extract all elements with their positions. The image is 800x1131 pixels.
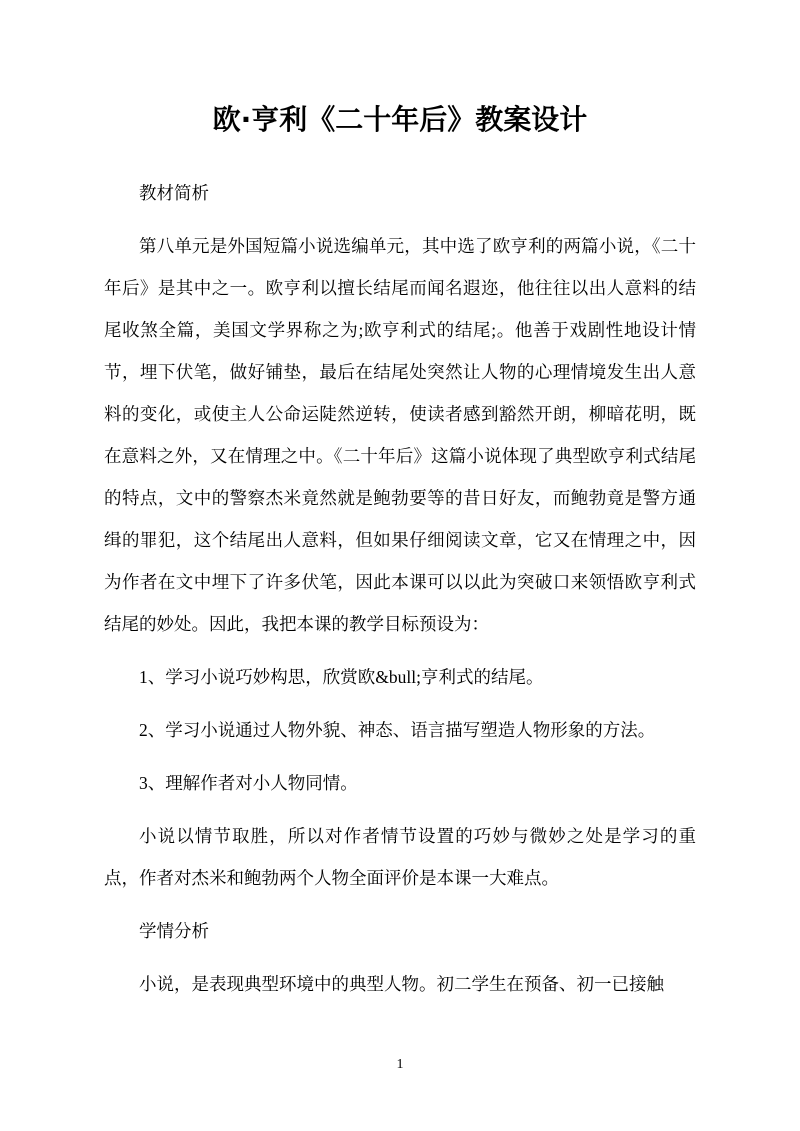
page-number: 1 [396, 1057, 404, 1072]
paragraph: 小说以情节取胜，所以对作者情节设置的巧妙与微妙之处是学习的重点，作者对杰米和鲍勃两个人物全面评价是本课一大难点。 [104, 826, 696, 888]
paragraph: 小说，是表现典型环境中的典型人物。初二学生在预备、初一已接触 [139, 974, 664, 994]
paragraph: 第八单元是外国短篇小说选编单元，其中选了欧亨利的两篇小说，《二十年后》是其中之一。欧亨利以擅长结尾而闻名遐迩，他往往以出人意料的结尾收煞全篇，美国文学界称之为;欧亨利式的结尾;。他善于戏剧性地设计情节，埋下伏笔，做好铺垫，最后在结尾处突然让人物的心理情境发生出人意料的变化，或使主人公命运陡然逆转，使读者感到豁然开朗，柳暗花明，既在意料之外，又在情理之中。《二十年后》这篇小说体现了典型欧亨利式结尾的特点，文中的警察杰米竟然就是鲍勃要等的昔日好友，而鲍勃竟是警方通缉的罪犯，这个结尾出人意料，但如果仔细阅读文章，它又在情理之中，因为作者在文中埋下了许多伏笔，因此本课可以以此为突破口来领悟欧亨利式结尾的妙处。因此，我把本课的教学目标预设为： [104, 236, 696, 634]
document-title: 欧·亨利《二十年后》教案设计 [212, 103, 588, 136]
document-body [104, 172, 696, 1005]
paragraph: 学情分析 [139, 921, 209, 941]
paragraph: 3、理解作者对小人物同情。 [139, 773, 358, 793]
paragraph: 教材简析 [139, 183, 209, 203]
paragraph: 1、学习小说巧妙构思，欣赏欧&bull;亨利式的结尾。 [139, 667, 544, 687]
paragraph: 2、学习小说通过人物外貌、神态、语言描写塑造人物形象的方法。 [139, 720, 656, 740]
